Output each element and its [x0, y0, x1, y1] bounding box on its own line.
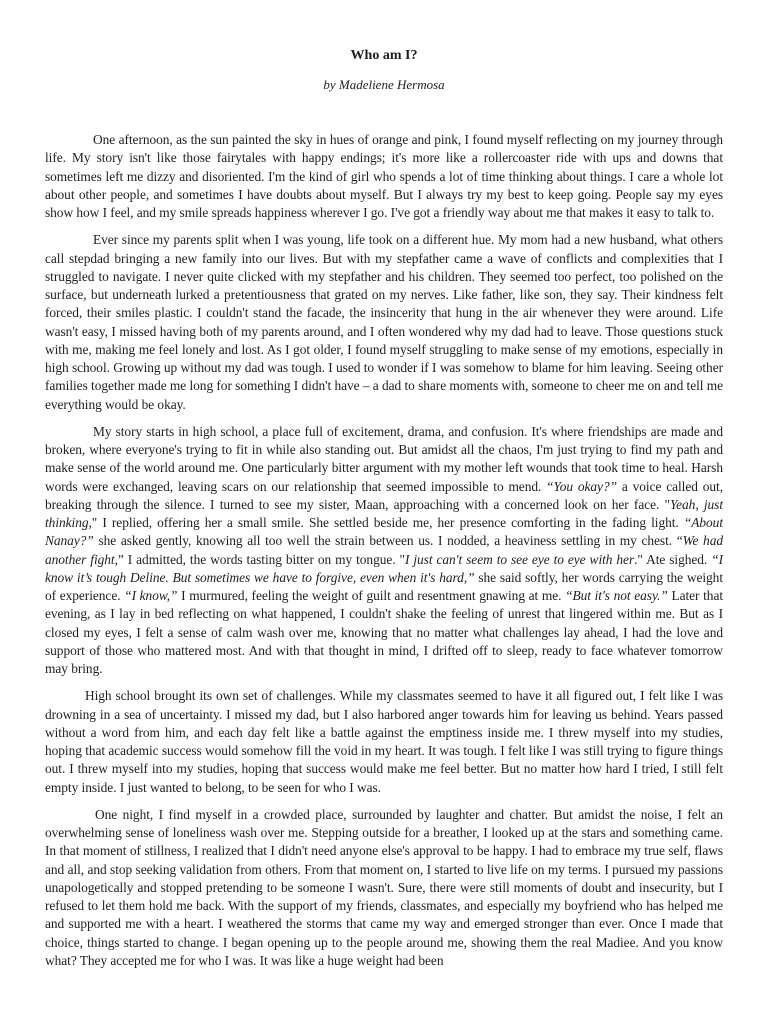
quoted-dialogue: “But it's not easy.”: [565, 588, 668, 603]
paragraph-text: My story starts in high school, a place full of excitement, drama, and confusion. It's where friendships are made and broken, where everyone's trying to fit in while also standing out. But amidst all the chaos, I'm just trying to find my path and make sense of the world around me. One particularly bitter argument with my mother left wounds that took time to heal. Harsh words were exchanged, leaving scars on our relationship that seemed impossible to mend.: [45, 423, 723, 494]
quoted-dialogue: “I know,”: [124, 588, 178, 603]
paragraph-text: " I replied, offering her a small smile. She settled beside me, her presence comforting in the fading light.: [91, 515, 684, 530]
quoted-dialogue: “About Nanay?”: [45, 515, 723, 549]
paragraph-text: One afternoon, as the sun painted the sky in hues of orange and pink, I found myself reflecting on my journey through life. My story isn't like those fairytales with happy endings; it's more like a rollercoaster ride with ups and downs that sometimes left me dizzy and disoriented. I'm the kind of girl who spends a lot of time thinking about things. I care a whole lot about other people, and sometimes I have doubts about myself. But I always try my best to keep going. People say my eyes show how I feel, and my smile spreads happiness wherever I go. I've got a friendly way about me that makes it easy to talk to.: [45, 132, 723, 220]
quoted-dialogue: I just can't seem to see eye to eye with her: [404, 551, 635, 567]
paragraph-text: ,” I admitted, the words tasting bitter on my tongue. ": [114, 551, 405, 567]
paragraph-2: [45, 231, 723, 414]
paragraph-text: a voice called out, breaking through the silence. I turned to see my sister, Maan, approaching with a concerned look on her face. ": [45, 478, 723, 512]
paragraph-text: High school brought its own set of challenges. While my classmates seemed to have it all figured out, I felt like I was drowning in a sea of uncertainty. I missed my dad, but I also harbored anger towards him for leaving us behind. Years passed without a word from him, and each day felt like a battle against the emptiness inside me. I threw myself into my studies, hoping that academic success would somehow fill the void in my heart. It was tough. I felt like I was still trying to figure things out. I threw myself into my studies, hoping that success would make me feel better. But no matter how hard I tried, I still felt empty inside. I just wanted to belong, to be seen for who I was.: [45, 688, 723, 795]
document-byline: by Madeliene Hermosa: [323, 77, 445, 92]
quoted-dialogue: “You okay?”: [546, 478, 617, 494]
paragraph-text: One night, I find myself in a crowded place, surrounded by laughter and chatter. But amidst the noise, I felt an overwhelming sense of loneliness wash over me. Stepping outside for a breather, I looked up at the stars and something came. In that moment of stillness, I realized that I didn't need anyone else's approval to be happy. I had to embrace my true self, flaws and all, and stop seeking validation from others. From that moment on, I started to live life on my terms. I pursued my passions unapologetically and stopped pretending to be someone I wasn't. Sure, there were still moments of doubt and insecurity, but I refused to let them hold me back. With the support of my friends, classmates, and especially my boyfriend who has helped me and supported me with a heart. I weathered the storms that came my way and emerged stronger than ever. Once I made that choice, things started to change. I began opening up to the people around me, showing them the real Madiee. And you know what? They accepted me for who I was. It was like a huge weight had been: [45, 806, 723, 968]
quoted-dialogue: Yeah, just thinking,: [45, 496, 723, 530]
paragraph-4: [45, 687, 723, 797]
paragraph-3: [45, 423, 723, 679]
paragraph-5: [45, 806, 723, 970]
paragraph-text: Ever since my parents split when I was young, life took on a different hue. My mom had a new husband, what others call stepdad bringing a new family into our lives. But with my stepfather came a wave of conflicts and complexities that I struggled to navigate. I never quite clicked with my stepfather and his children. They seemed too perfect, too polished on the surface, but underneath lurked a pretentiousness that grated on my nerves. Like father, like son, they say. Their kindness felt forced, their smiles plastic. I couldn't stand the facade, the insincerity that hung in the air whenever they were around. Life wasn't easy, I missed having both of my parents around, and I often wondered why my dad had to leave. Those questions stuck with me, making me feel lonely and lost. As I got older, I found myself struggling to make sense of my emotions, especially in high school. Growing up without my dad was tough. I used to wonder if I was somehow to blame for him leaving. Seeing other families together made me long for something I didn't have – a dad to share moments with, someone to cheer me on and tell me everything would be okay.: [45, 232, 723, 412]
paragraph-1: [45, 131, 723, 222]
paragraph-text: ." Ate sighed.: [634, 551, 712, 567]
document-title: Who am I?: [350, 48, 418, 63]
paragraph-text: she said softly, her words carrying the weight of experience.: [45, 569, 723, 603]
document-body: [45, 131, 723, 979]
paragraph-text: Later that evening, as I lay in bed reflecting on what happened, I couldn't shake the feeling of unrest that lingered within me. But as I closed my eyes, I felt a sense of calm wash over me, knowing that no matter what challenges lay ahead, I had the love and support of those who mattered most. And with that thought in mind, I drifted off to sleep, ready to face whatever tomorrow may bring.: [45, 588, 723, 676]
quoted-dialogue: We had another fight: [45, 533, 723, 567]
quoted-dialogue: “I know it’s tough Deline. But sometimes we have to forgive, even when it's hard,”: [45, 551, 723, 585]
paragraph-text: she asked gently, knowing all too well the strain between us. I nodded, a heaviness settling in my chest. “: [93, 533, 683, 549]
paragraph-text: I murmured, feeling the weight of guilt and resentment gnawing at me.: [177, 588, 566, 603]
document-page: [45, 0, 723, 1024]
